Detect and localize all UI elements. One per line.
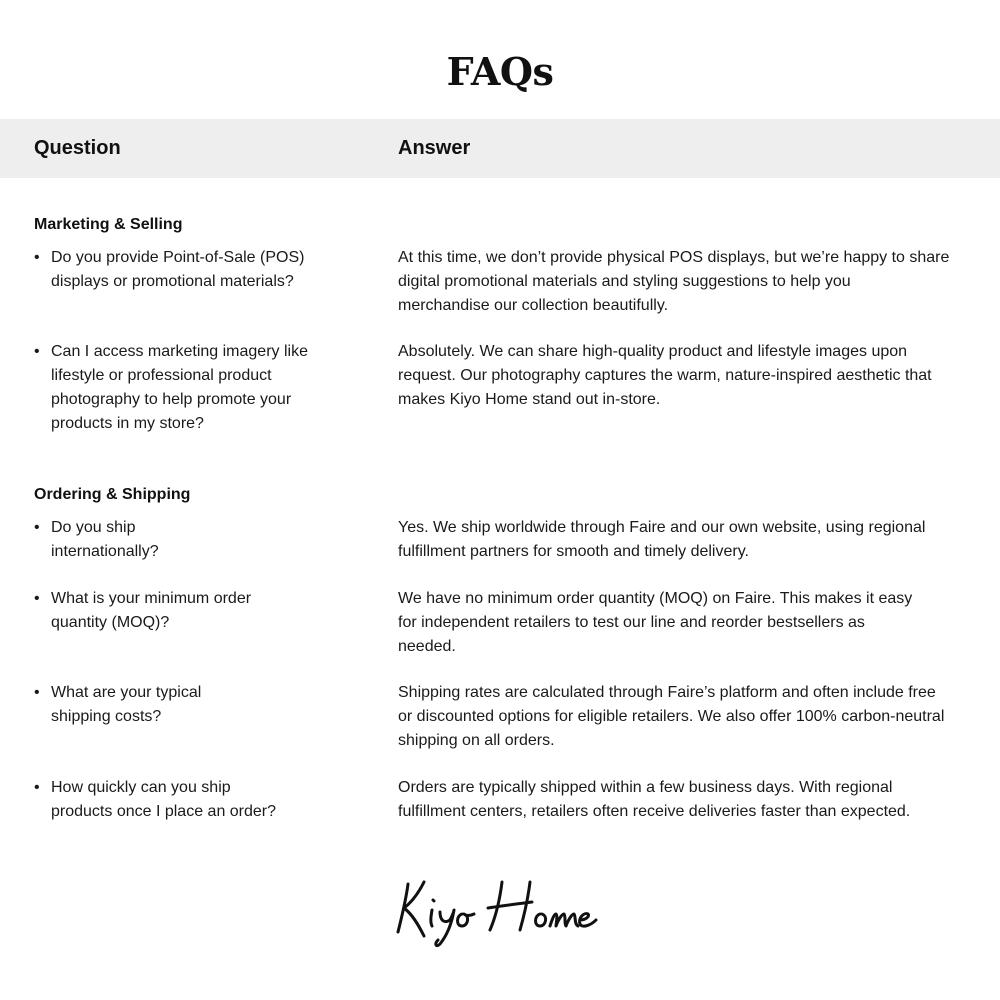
answer-line: We have no minimum order quantity (MOQ) on Faire. This makes it easy [398, 590, 913, 607]
faq-question [34, 681, 201, 729]
answer-line: digital promotional materials and styling suggestions to help you [398, 273, 851, 290]
answer-line: fulfillment partners for smooth and timely delivery. [398, 543, 749, 560]
kiyo-home-signature-icon [390, 870, 610, 950]
answer-line: Orders are typically shipped within a few business days. With regional [398, 779, 893, 796]
section-title-ordering: Ordering & Shipping [34, 486, 191, 503]
answer-line: merchandise our collection beautifully. [398, 297, 669, 314]
question-line: photography to help promote your [51, 391, 292, 408]
faq-question [34, 587, 251, 635]
question-line: How quickly can you ship [51, 779, 231, 796]
answer-line: At this time, we don’t provide physical POS displays, but we’re happy to share [398, 249, 950, 266]
column-header-answer: Answer [398, 137, 471, 159]
answer-line: Shipping rates are calculated through Faire’s platform and often include free [398, 684, 936, 701]
answer-line: Yes. We ship worldwide through Faire and our own website, using regional [398, 519, 926, 536]
question-line: products in my store? [51, 415, 204, 432]
brand-logo [0, 870, 1000, 950]
question-line: quantity (MOQ)? [51, 614, 170, 631]
answer-line: shipping on all orders. [398, 732, 555, 749]
bullet-icon: • [34, 343, 40, 360]
question-line: What is your minimum order [51, 590, 252, 607]
faq-question [34, 340, 308, 436]
answer-line: needed. [398, 638, 456, 655]
question-line: internationally? [51, 543, 159, 560]
faq-question [34, 776, 276, 824]
question-line: Can I access marketing imagery like [51, 343, 308, 360]
bullet-icon: • [34, 590, 40, 607]
faq-answer [398, 776, 910, 824]
faq-answer [398, 587, 912, 659]
answer-line: for independent retailers to test our line and reorder bestsellers as [398, 614, 865, 631]
question-line: lifestyle or professional product [51, 367, 272, 384]
section-title-marketing: Marketing & Selling [34, 216, 183, 233]
bullet-icon: • [34, 779, 40, 796]
column-header-question: Question [34, 137, 121, 159]
answer-line: makes Kiyo Home stand out in-store. [398, 391, 661, 408]
table-header [0, 119, 1000, 178]
bullet-icon: • [34, 249, 40, 266]
question-line: displays or promotional materials? [51, 273, 294, 290]
page-title: FAQs [446, 49, 554, 94]
question-line: products once I place an order? [51, 803, 277, 820]
faq-answer [398, 516, 925, 564]
question-line: Do you provide Point-of-Sale (POS) [51, 249, 305, 266]
faq-answer [398, 340, 932, 412]
bullet-icon: • [34, 519, 40, 536]
answer-line: fulfillment centers, retailers often receive deliveries faster than expected. [398, 803, 911, 820]
question-line: Do you ship [51, 519, 136, 536]
answer-line: request. Our photography captures the warm, nature-inspired aesthetic that [398, 367, 932, 384]
answer-line: Absolutely. We can share high-quality product and lifestyle images upon [398, 343, 908, 360]
answer-line: or discounted options for eligible retailers. We also offer 100% carbon-neutral [398, 708, 945, 725]
faq-question [34, 246, 304, 294]
faq-answer [398, 681, 944, 753]
question-line: shipping costs? [51, 708, 162, 725]
bullet-icon: • [34, 684, 40, 701]
faq-question [34, 516, 159, 564]
question-line: What are your typical [51, 684, 202, 701]
faq-answer [398, 246, 949, 318]
